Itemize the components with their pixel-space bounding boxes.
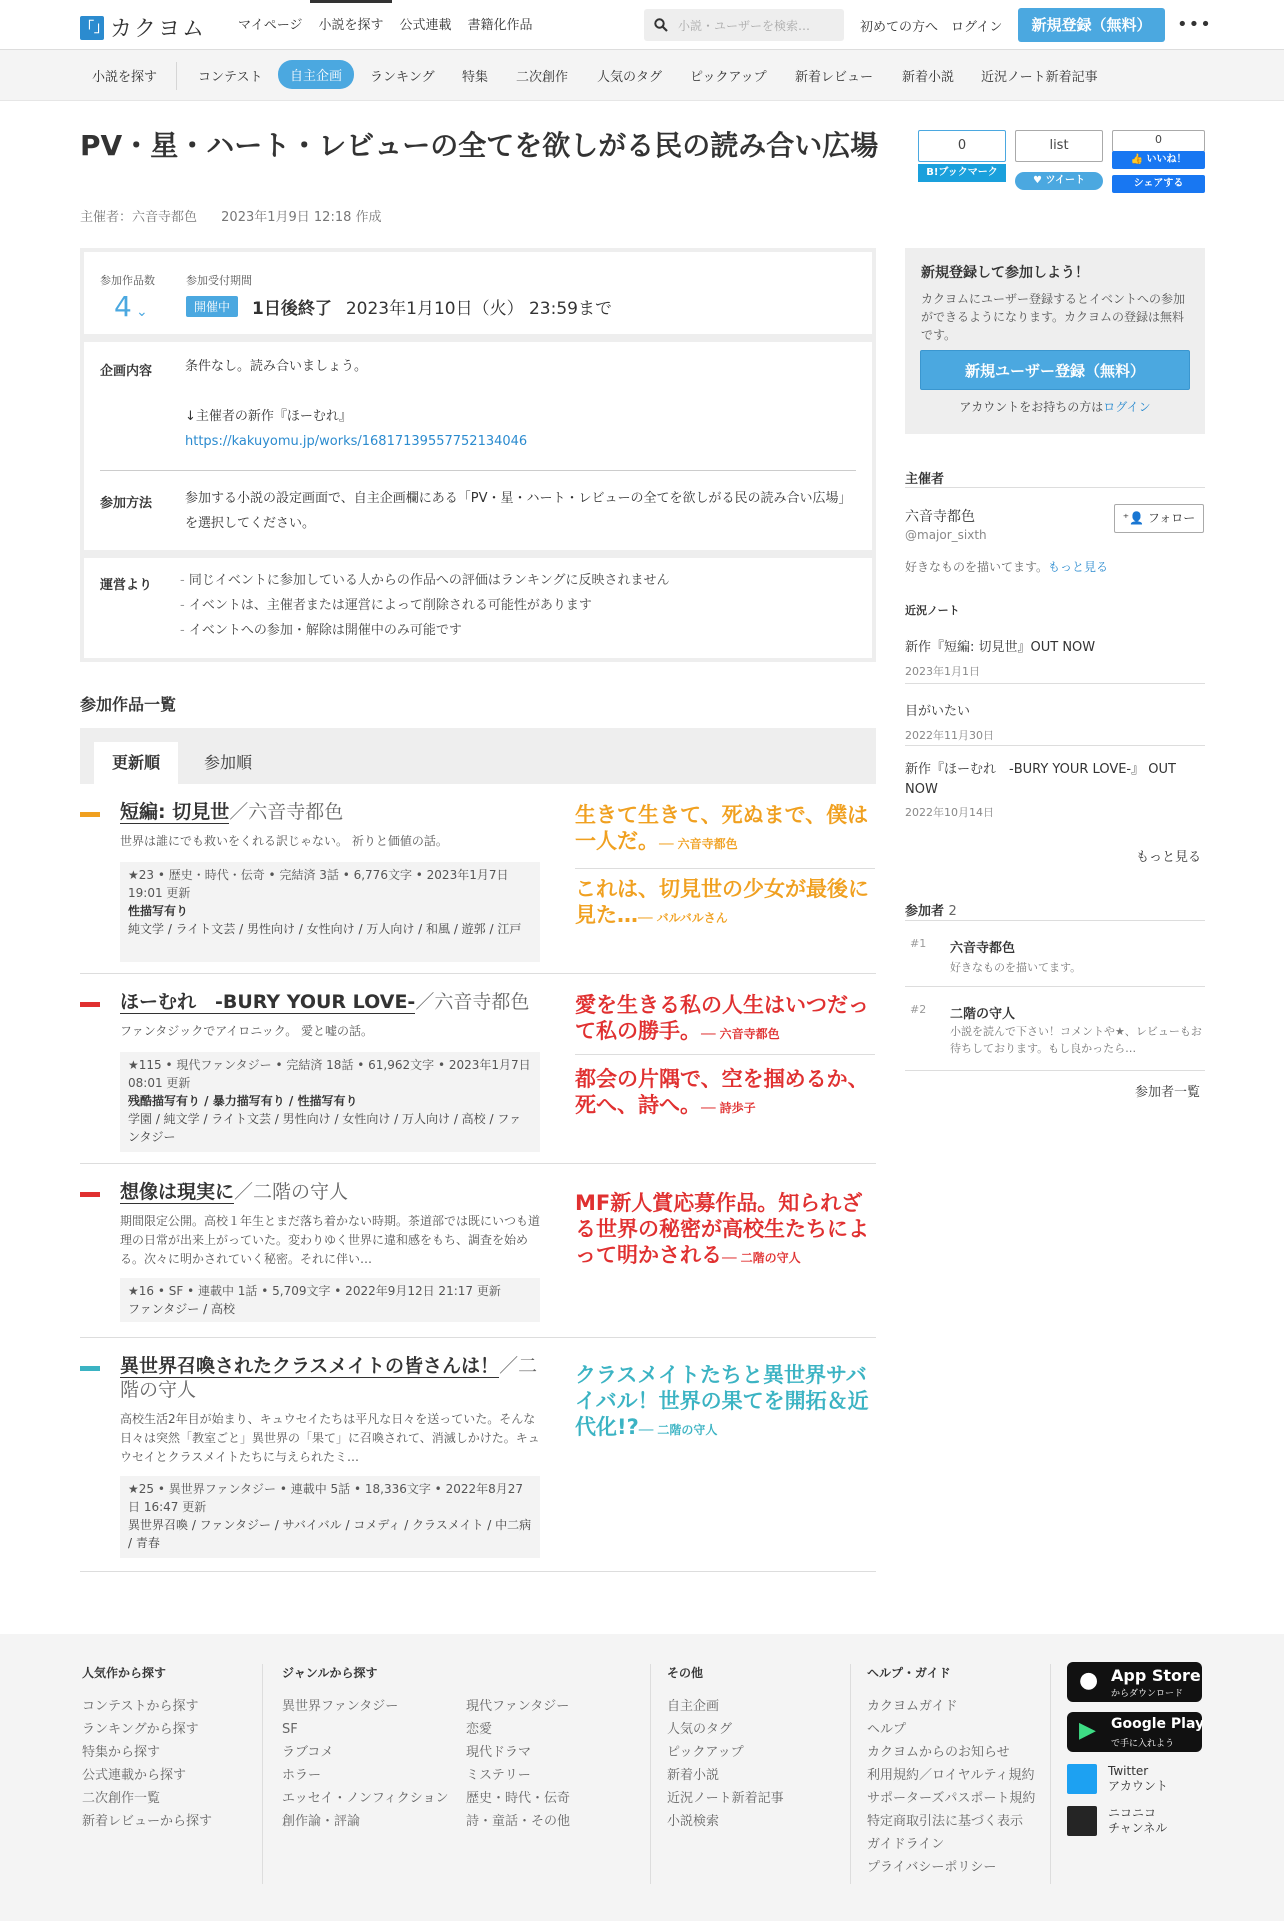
- footer-link[interactable]: 特定商取引法に基づく表示: [867, 1814, 1024, 1829]
- method-label: 参加方法: [100, 496, 153, 511]
- participant-rank: #2: [910, 1003, 927, 1016]
- note-item: - 同じイベントに参加している人からの作品への評価はランキングに反映されません: [180, 573, 670, 588]
- notes-list: [180, 568, 860, 643]
- remaining-time: 1日後終了: [252, 299, 332, 319]
- catchphrase: [575, 992, 875, 1047]
- tab-joined[interactable]: 参加順: [204, 753, 253, 772]
- twitter-account-link[interactable]: Twitter アカウント: [1108, 1764, 1168, 1793]
- content-line-1: 条件なし。読み合いましょう。: [185, 359, 368, 374]
- footer-link[interactable]: カクヨムガイド: [867, 1699, 958, 1714]
- content-label: 企画内容: [100, 364, 153, 379]
- search-input[interactable]: [644, 9, 844, 41]
- works-tabs: [80, 728, 876, 784]
- footer-divider: [1050, 1664, 1051, 1884]
- footer-link[interactable]: ピックアップ: [667, 1745, 744, 1760]
- footer-link[interactable]: 人気のタグ: [667, 1722, 733, 1737]
- work-stats: [120, 1052, 540, 1152]
- entry-count[interactable]: [114, 290, 148, 323]
- participant-bio: 小説を読んで下さい！コメントや★、レビューもお待ちしております。もし良かったら…: [950, 1025, 1202, 1055]
- note-entry[interactable]: [905, 746, 1205, 826]
- logo-mark: 「」: [80, 16, 104, 40]
- work-item: [80, 1164, 876, 1338]
- google-play-icon: ▶: [1079, 1718, 1096, 1743]
- footer-link[interactable]: 詩・童話・その他: [466, 1814, 571, 1829]
- period-label: 参加受付期間: [186, 274, 252, 287]
- register-button[interactable]: 新規登録（無料）: [1018, 8, 1165, 42]
- content-link[interactable]: https://kakuyomu.jp/works/16817139557752134046: [185, 434, 528, 449]
- participant-name: 二階の守人: [950, 1007, 1016, 1022]
- note-date: 2022年10月14日: [905, 806, 994, 819]
- page-title: PV・星・ハート・レビューの全てを欲しがる民の読み合い広場: [80, 129, 879, 162]
- footer-link[interactable]: ランキングから探す: [82, 1722, 199, 1737]
- review-catch[interactable]: [575, 876, 875, 931]
- work-author: ／六音寺都色: [415, 991, 530, 1013]
- footer-link[interactable]: 現代ファンタジー: [466, 1699, 570, 1714]
- follow-button[interactable]: [1114, 504, 1204, 533]
- entry-count-value: 4: [114, 290, 132, 323]
- top-nav: [230, 0, 541, 50]
- catch-text: 都会の片隅で、空を掴めるか、死へ、詩へ。: [575, 1067, 869, 1117]
- apple-icon: ●: [1079, 1668, 1099, 1693]
- host-heading: 主催者: [905, 472, 945, 487]
- footer-heading: ヘルプ・ガイド: [867, 1666, 951, 1680]
- search-icon: [654, 18, 668, 32]
- subnav-find-novels[interactable]: 小説を探す: [92, 70, 158, 85]
- work-stats-line: ★16 • SF • 連載中 1話 • 5,709文字 • 2022年9月12日 21:17 更新: [128, 1284, 501, 1298]
- catch-author: ── 六音寺都色: [701, 1027, 780, 1041]
- footer-divider: [850, 1664, 851, 1884]
- work-title-row[interactable]: [120, 1354, 540, 1402]
- search-placeholder: 小説・ユーザーを検索…: [678, 18, 811, 33]
- work-tags[interactable]: ファンタジー / 高校: [128, 1302, 235, 1316]
- created-date: 2023年1月9日 12:18 作成: [221, 210, 382, 225]
- footer-link[interactable]: ミステリー: [466, 1768, 531, 1783]
- deadline: 2023年1月10日（火） 23:59まで: [345, 299, 612, 319]
- subnav-new-notes[interactable]: 近況ノート新着記事: [981, 70, 1098, 85]
- have-account-text: アカウントをお持ちの方は: [959, 400, 1104, 414]
- hatena-count: 0: [957, 138, 967, 153]
- work-item: [80, 974, 876, 1164]
- work-author: ／二階の守人: [120, 1355, 538, 1401]
- participant-name: 六音寺都色: [950, 941, 1016, 956]
- work-description: 高校生活2年目が始まり、キュウセイたちは平凡な日々を送っていた。そんな日々は突然「教室ごと」異世界の「果て」に召喚されて、消滅しかけた。キュウセイとクラスメイトたちに与えられたミ…: [120, 1412, 540, 1464]
- catch-text: 愛を生きる私の人生はいつだって私の勝手。: [575, 993, 869, 1043]
- more-menu-icon[interactable]: •••: [1177, 14, 1212, 35]
- footer-link[interactable]: サポーターズパスポート規約: [867, 1791, 1036, 1806]
- participant-item[interactable]: [905, 921, 1205, 987]
- app-store-label: App Store: [1111, 1666, 1201, 1685]
- tweet-button[interactable]: [1015, 172, 1103, 190]
- work-stats: [120, 1476, 540, 1558]
- add-user-icon: ⁺👤: [1122, 511, 1148, 525]
- catch-divider: [575, 868, 875, 869]
- work-item: [80, 1338, 876, 1572]
- footer-link[interactable]: ラブコメ: [282, 1745, 334, 1760]
- organizer-label: 主催者：六音寺都色: [80, 210, 198, 225]
- catchphrase: [575, 1190, 875, 1271]
- nav-mypage[interactable]: マイページ: [238, 18, 303, 33]
- footer-link[interactable]: ヘルプ: [867, 1722, 907, 1737]
- genre-color-bar: [80, 812, 100, 817]
- footer-heading: 人気作から探す: [82, 1666, 167, 1680]
- host-bio: 好きなものを描いてます。: [905, 560, 1049, 574]
- notes-panel: [80, 554, 876, 662]
- footer-link[interactable]: 現代ドラマ: [466, 1745, 532, 1760]
- subnav-new-novels[interactable]: 新着小説: [902, 70, 955, 85]
- footer-link[interactable]: 二次創作一覧: [82, 1791, 161, 1806]
- event-details-panel: [80, 338, 876, 554]
- notes-label: 運営より: [100, 578, 153, 593]
- work-title: 異世界召喚されたクラスメイトの皆さんは！: [120, 1355, 500, 1377]
- twitter-icon[interactable]: [1067, 1764, 1097, 1794]
- work-title-row[interactable]: [120, 990, 540, 1014]
- works-list-title: 参加作品一覧: [80, 695, 177, 714]
- note-entry[interactable]: [905, 684, 1205, 746]
- content-line-2: ↓主催者の新作『ほーむれ』: [185, 409, 352, 424]
- participants-heading: 参加者: [905, 904, 945, 919]
- footer-link[interactable]: ガイドライン: [867, 1837, 945, 1852]
- work-author: ／六音寺都色: [229, 801, 344, 823]
- work-warnings: 性描写有り: [128, 904, 189, 918]
- google-play-badge[interactable]: [1067, 1712, 1205, 1752]
- niconico-channel-link[interactable]: ニコニコ チャンネル: [1108, 1806, 1168, 1835]
- footer-link[interactable]: 自主企画: [667, 1699, 720, 1714]
- divider: [905, 487, 1205, 488]
- work-author: ／二階の守人: [234, 1181, 349, 1203]
- catchphrase: [575, 1362, 875, 1443]
- work-tags[interactable]: 学園 / 純文学 / ライト文芸 / 男性向け / 女性向け / 万人向け / 高校 / ファンタジー: [128, 1112, 522, 1144]
- footer-link[interactable]: カクヨムからのお知らせ: [867, 1745, 1010, 1760]
- notes-list-sidebar: [905, 620, 1205, 826]
- notes-more-link[interactable]: もっと見る: [1136, 850, 1202, 865]
- facebook-count: 0: [1155, 133, 1162, 146]
- footer-link[interactable]: エッセイ・ノンフィクション: [282, 1791, 449, 1806]
- footer-genre: [282, 1664, 570, 1833]
- beginners-link[interactable]: 初めての方へ: [860, 20, 939, 35]
- work-stats-line: ★115 • 現代ファンタジー • 完結済 18話 • 61,962文字 • 2023年1月7日 08:01 更新: [128, 1058, 531, 1090]
- login-link[interactable]: ログイン: [951, 20, 1003, 35]
- genre-color-bar: [80, 1192, 100, 1197]
- nav-published-works[interactable]: 書籍化作品: [467, 18, 533, 33]
- catch-author: ── 詩歩子: [701, 1101, 756, 1115]
- footer-link[interactable]: ホラー: [282, 1768, 322, 1783]
- work-stats: [120, 862, 540, 962]
- footer-link[interactable]: 歴史・時代・伝奇: [466, 1791, 571, 1806]
- participant-item[interactable]: [905, 987, 1205, 1071]
- work-title-row[interactable]: [120, 1180, 540, 1204]
- thumbs-up-icon: 👍: [1130, 154, 1147, 165]
- notes-heading: 近況ノート: [905, 604, 960, 617]
- participant-bio: 好きなものを描いてます。: [950, 961, 1082, 974]
- subnav-ranking[interactable]: ランキング: [370, 70, 435, 85]
- page-meta: [80, 206, 402, 225]
- work-tags[interactable]: 異世界召喚 / ファンタジー / サバイバル / コメディ / クラスメイト / 中二病 / 青春: [128, 1518, 532, 1550]
- subnav-popular-tags[interactable]: 人気のタグ: [597, 70, 663, 85]
- signup-title: 新規登録して参加しよう！: [921, 265, 1089, 281]
- work-title: 短編: 切見世: [120, 801, 230, 823]
- note-date: 2022年11月30日: [905, 729, 994, 742]
- period-row: [186, 294, 612, 319]
- method-text: 参加する小説の設定画面で、自主企画欄にある「PV・星・ハート・レビューの全てを欲しがる民の読み合い広場」を選択してください。: [185, 491, 852, 531]
- note-item: - イベントは、主催者または運営によって削除される可能性があります: [180, 598, 592, 613]
- footer-link[interactable]: 利用規約／ロイヤルティ規約: [867, 1768, 1035, 1783]
- footer-link[interactable]: SF: [282, 1722, 298, 1737]
- footer-other: [667, 1664, 784, 1833]
- host-more-link[interactable]: もっと見る: [1048, 560, 1109, 574]
- footer-link[interactable]: 公式連載から探す: [82, 1768, 187, 1783]
- facebook-share-button[interactable]: シェアする: [1112, 175, 1205, 193]
- host-name[interactable]: 六音寺都色: [905, 509, 975, 525]
- participant-rank: #1: [910, 937, 927, 950]
- footer-divider: [262, 1664, 263, 1884]
- footer-popular: [82, 1664, 212, 1833]
- note-title: 目がいたい: [905, 704, 971, 719]
- work-title: ほーむれ -BURY YOUR LOVE-: [120, 991, 416, 1013]
- divider: [100, 470, 856, 471]
- genre-color-bar: [80, 1366, 100, 1371]
- signup-text: カクヨムにユーザー登録するとイベントへの参加ができるようになります。カクヨムの登録は無料です。: [921, 292, 1186, 342]
- review-catch[interactable]: [575, 1066, 875, 1121]
- catch-text: これは、切見世の少女が最後に見た…: [575, 877, 869, 927]
- footer-link[interactable]: 新着小説: [667, 1768, 720, 1783]
- list-label: list: [1049, 138, 1069, 153]
- event-summary-panel: [80, 248, 876, 338]
- site-logo[interactable]: [80, 12, 206, 43]
- logo-text: カクヨム: [110, 17, 207, 42]
- entry-count-label: 参加作品数: [100, 274, 155, 287]
- participants-list-link[interactable]: 参加者一覧: [1135, 1085, 1201, 1100]
- work-description: 期間限定公開。高校１年生とまだ落ち着かない時期。茶道部では既にいつも道理の日常が出来上がっていた。変わりゆく世界に違和感をもち、調査を始める。次々に明かされていく秘密。それに伴い…: [120, 1214, 541, 1266]
- work-description: 世界は誰にでも救いをくれる訳じゃない。 祈りと価値の話。: [120, 834, 448, 848]
- note-title: 新作『ほーむれ -BURY YOUR LOVE-』 OUT NOW: [905, 762, 1176, 797]
- sub-nav: [0, 50, 1284, 101]
- subnav-divider: [176, 62, 177, 90]
- note-entry[interactable]: [905, 620, 1205, 684]
- catch-divider: [575, 1054, 875, 1055]
- work-stats-line: ★23 • 歴史・時代・伝奇 • 完結済 3話 • 6,776文字 • 2023年1月7日 19:01 更新: [128, 868, 509, 900]
- site-footer: [0, 1634, 1284, 1921]
- hatena-bookmark-button[interactable]: [918, 130, 1006, 162]
- sidebar-login-link[interactable]: ログイン: [1103, 400, 1151, 414]
- catch-text: 生きて生きて、死ぬまで、僕は一人だ。: [575, 803, 869, 853]
- nav-official-serials[interactable]: 公式連載: [399, 18, 452, 33]
- work-stats: [120, 1278, 540, 1322]
- hatena-label[interactable]: B!ブックマーク: [918, 164, 1006, 182]
- note-date: 2023年1月1日: [905, 665, 980, 678]
- work-item: [80, 784, 876, 974]
- content-body: [185, 354, 855, 454]
- google-play-label: Google Play: [1111, 1716, 1205, 1732]
- host-bio-row: [905, 558, 1108, 575]
- catch-text: MF新人賞応募作品。知られざる世界の秘密が高校生たちによって明かされる: [575, 1191, 869, 1267]
- footer-link[interactable]: 近況ノート新着記事: [667, 1791, 784, 1806]
- nav-find-novels[interactable]: 小説を探す: [310, 0, 391, 50]
- footer-link[interactable]: 特集から探す: [82, 1745, 161, 1760]
- follow-label: フォロー: [1147, 511, 1196, 525]
- signup-button[interactable]: 新規ユーザー登録（無料）: [920, 350, 1190, 390]
- login-prompt: [905, 398, 1205, 415]
- catch-text: クラスメイトたちと異世界サバイバル！世界の果てを開拓＆近代化!?: [575, 1363, 869, 1439]
- catch-author: ── バルバルさん: [638, 911, 728, 925]
- work-description: ファンタジックでアイロニック。 愛と嘘の話。: [120, 1024, 374, 1038]
- list-button[interactable]: [1015, 130, 1103, 162]
- facebook-like-label: いいね！: [1146, 154, 1187, 165]
- footer-link[interactable]: 創作論・評論: [282, 1814, 361, 1829]
- footer-help: [867, 1664, 1035, 1879]
- subnav-contest[interactable]: コンテスト: [198, 70, 263, 85]
- facebook-like-button[interactable]: [1112, 151, 1205, 169]
- note-title: 新作『短編: 切見世』OUT NOW: [905, 640, 1096, 655]
- subnav-features[interactable]: 特集: [462, 70, 489, 85]
- subnav-pickup[interactable]: ピックアップ: [690, 70, 767, 85]
- work-tags[interactable]: 純文学 / ライト文芸 / 男性向け / 女性向け / 万人向け / 和風 / 遊郭 / 江戸: [128, 922, 522, 936]
- subnav-new-reviews[interactable]: 新着レビュー: [795, 70, 874, 85]
- site-header: [0, 0, 1284, 50]
- work-title-row[interactable]: [120, 800, 540, 824]
- genre-color-bar: [80, 1002, 100, 1007]
- footer-heading: ジャンルから探す: [282, 1666, 378, 1680]
- footer-link[interactable]: 恋愛: [466, 1722, 493, 1737]
- host-id: @major_sixth: [905, 528, 987, 542]
- status-badge: 開催中: [186, 296, 238, 317]
- note-item: - イベントへの参加・解除は開催中のみ可能です: [180, 623, 462, 638]
- participants-heading-row: [905, 900, 957, 919]
- subnav-fan-works[interactable]: 二次創作: [516, 70, 569, 85]
- tab-updated[interactable]: 更新順: [94, 742, 178, 784]
- catch-author: ── 六音寺都色: [659, 837, 738, 851]
- work-warnings: 残酷描写有り / 暴力描写有り / 性描写有り: [128, 1094, 358, 1108]
- footer-link[interactable]: プライバシーポリシー: [867, 1860, 997, 1875]
- footer-link[interactable]: コンテストから探す: [82, 1699, 199, 1714]
- app-store-sub: からダウンロード: [1111, 1689, 1184, 1699]
- google-play-sub: で手に入れよう: [1111, 1739, 1175, 1749]
- subnav-user-events[interactable]: 自主企画: [278, 60, 354, 89]
- catchphrase: [575, 802, 875, 857]
- catch-author: ── 二階の守人: [638, 1423, 718, 1437]
- footer-link[interactable]: 小説検索: [667, 1814, 720, 1829]
- facebook-like-count: [1112, 130, 1205, 152]
- footer-link[interactable]: 異世界ファンタジー: [282, 1699, 399, 1714]
- footer-heading: その他: [667, 1666, 704, 1680]
- signup-box: [905, 248, 1205, 434]
- tweet-label: ツイート: [1045, 175, 1085, 186]
- footer-divider: [650, 1664, 651, 1884]
- footer-link[interactable]: 新着レビューから探す: [82, 1814, 213, 1829]
- work-stats-line: ★25 • 異世界ファンタジー • 連載中 5話 • 18,336文字 • 2022年8月27日 16:47 更新: [128, 1482, 524, 1514]
- app-store-badge[interactable]: [1067, 1662, 1202, 1702]
- work-title: 想像は現実に: [120, 1181, 235, 1203]
- chevron-down-icon: ⌄: [135, 304, 148, 320]
- catch-author: ── 二階の守人: [722, 1251, 801, 1265]
- niconico-icon[interactable]: [1067, 1806, 1097, 1836]
- participants-count: 2: [948, 904, 957, 919]
- twitter-icon: ♥: [1033, 175, 1046, 186]
